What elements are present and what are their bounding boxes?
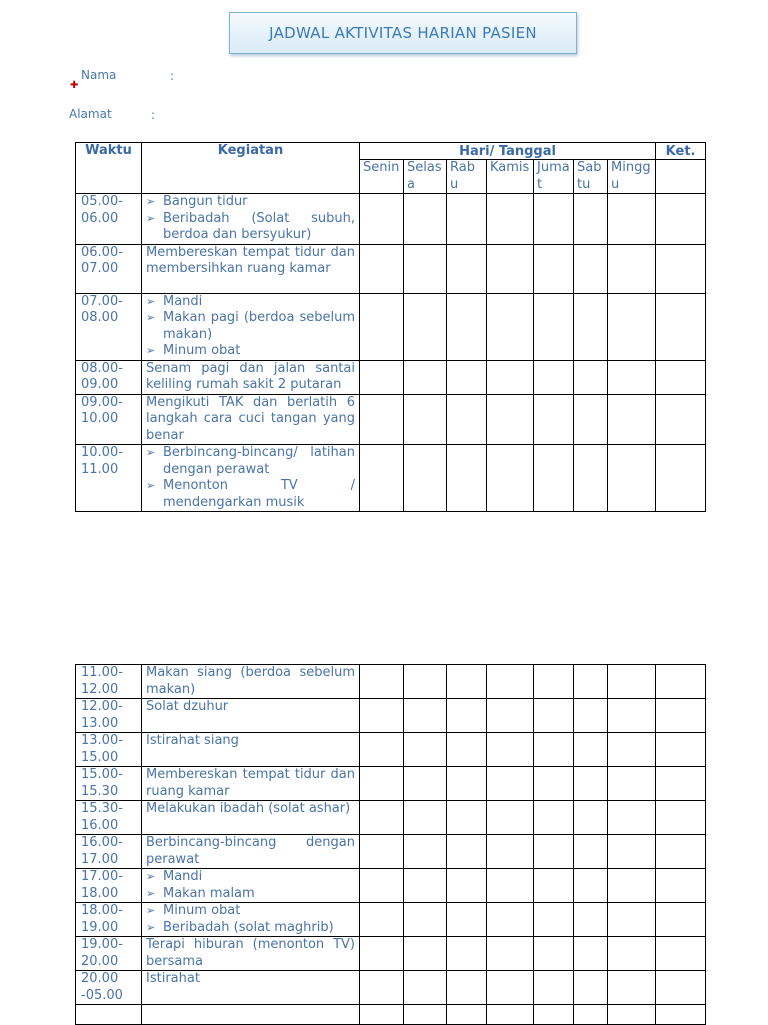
schedule-table-afternoon [75, 664, 706, 1025]
table-row [76, 360, 706, 394]
activity-cell: Membereskan tempat tidur dan membersihkan ruang kamar [142, 244, 360, 293]
header-day-selasa: Selasa [404, 160, 447, 194]
header-kegiatan: Kegiatan [142, 143, 360, 194]
activity-cell: Senam pagi dan jalan santai keliling rumah sakit 2 putaran [142, 360, 360, 394]
table-row [76, 903, 706, 937]
arrow-bullet-icon: ➢ [146, 311, 156, 324]
time-cell: 19.00- 20.00 [76, 937, 142, 971]
header-day-sabtu: Sabtu [574, 160, 608, 194]
table-row-empty [76, 1005, 706, 1025]
table-row [76, 869, 706, 903]
activity-cell: Melakukan ibadah (solat ashar) [142, 801, 360, 835]
table-row [76, 733, 706, 767]
header-day-kamis: Kamis [487, 160, 534, 194]
table-row [76, 194, 706, 245]
time-cell: 08.00- 09.00 [76, 360, 142, 394]
time-cell: 15.30- 16.00 [76, 801, 142, 835]
table-row [76, 767, 706, 801]
table-row [76, 937, 706, 971]
activity-cell: Berbincang-bincang dengan perawat [142, 835, 360, 869]
activity-cell: Makan siang (berdoa sebelum makan) [142, 665, 360, 699]
schedule-table-morning [75, 142, 706, 512]
arrow-bullet-icon: ➢ [146, 904, 156, 917]
activity-cell: ➢ Mandi ➢ Makan malam [142, 869, 360, 903]
time-cell: 13.00- 15.00 [76, 733, 142, 767]
header-ket-blank [656, 160, 706, 194]
time-cell: 18.00- 19.00 [76, 903, 142, 937]
page-title: JADWAL AKTIVITAS HARIAN PASIEN [229, 12, 577, 54]
activity-cell: Terapi hiburan (menonton TV) bersama [142, 937, 360, 971]
table-row [76, 293, 706, 360]
arrow-bullet-icon: ➢ [146, 344, 156, 357]
time-cell: 07.00- 08.00 [76, 293, 142, 360]
activity-cell: Istirahat siang [142, 733, 360, 767]
activity-cell: ➢ Berbincang-bincang/ latihan dengan perawat ➢ Menonton TV / mendengarkan musik [142, 445, 360, 512]
header-day-rabu: Rabu [447, 160, 487, 194]
header-hari-tanggal: Hari/ Tanggal [360, 143, 656, 160]
arrow-bullet-icon: ➢ [146, 870, 156, 883]
activity-cell: Mengikuti TAK dan berlatih 6 langkah cara cuci tangan yang benar [142, 394, 360, 445]
header-day-jumat: Jumat [534, 160, 574, 194]
alamat-label: Alamat [69, 107, 112, 121]
time-cell: 10.00- 11.00 [76, 445, 142, 512]
time-cell: 20.00 -05.00 [76, 971, 142, 1005]
activity-cell: Solat dzuhur [142, 699, 360, 733]
time-cell: 17.00- 18.00 [76, 869, 142, 903]
time-cell: 15.00- 15.30 [76, 767, 142, 801]
time-cell: 12.00- 13.00 [76, 699, 142, 733]
time-cell: 09.00- 10.00 [76, 394, 142, 445]
table-row [76, 801, 706, 835]
header-ket: Ket. [656, 143, 706, 160]
time-cell: 16.00- 17.00 [76, 835, 142, 869]
header-waktu: Waktu [76, 143, 142, 194]
alamat-colon: : [151, 108, 156, 122]
table-row [76, 699, 706, 733]
table-row [76, 244, 706, 293]
table-row [76, 445, 706, 512]
cross-icon: ✚ [70, 80, 79, 91]
arrow-bullet-icon: ➢ [146, 446, 156, 459]
table-row [76, 835, 706, 869]
activity-cell: ➢ Mandi ➢ Makan pagi (berdoa sebelum makan) ➢ Minum obat [142, 293, 360, 360]
arrow-bullet-icon: ➢ [146, 479, 156, 492]
activity-cell: ➢ Minum obat ➢ Beribadah (solat maghrib) [142, 903, 360, 937]
table-row [76, 665, 706, 699]
time-cell: 05.00- 06.00 [76, 194, 142, 245]
activity-cell: ➢ Bangun tidur ➢ Beribadah (Solat subuh, berdoa dan bersyukur) [142, 194, 360, 245]
nama-colon: : [170, 69, 175, 83]
arrow-bullet-icon: ➢ [146, 195, 156, 208]
arrow-bullet-icon: ➢ [146, 886, 156, 900]
time-cell: 06.00- 07.00 [76, 244, 142, 293]
table-row [76, 971, 706, 1005]
activity-cell: Istirahat [142, 971, 360, 1005]
table-row [76, 394, 706, 445]
nama-label: Nama [81, 68, 117, 82]
activity-cell: Membereskan tempat tidur dan ruang kamar [142, 767, 360, 801]
arrow-bullet-icon: ➢ [146, 211, 156, 225]
arrow-bullet-icon: ➢ [146, 294, 156, 308]
header-day-senin: Senin [360, 160, 404, 194]
arrow-bullet-icon: ➢ [146, 920, 156, 934]
time-cell: 11.00- 12.00 [76, 665, 142, 699]
header-day-minggu: Minggu [608, 160, 656, 194]
